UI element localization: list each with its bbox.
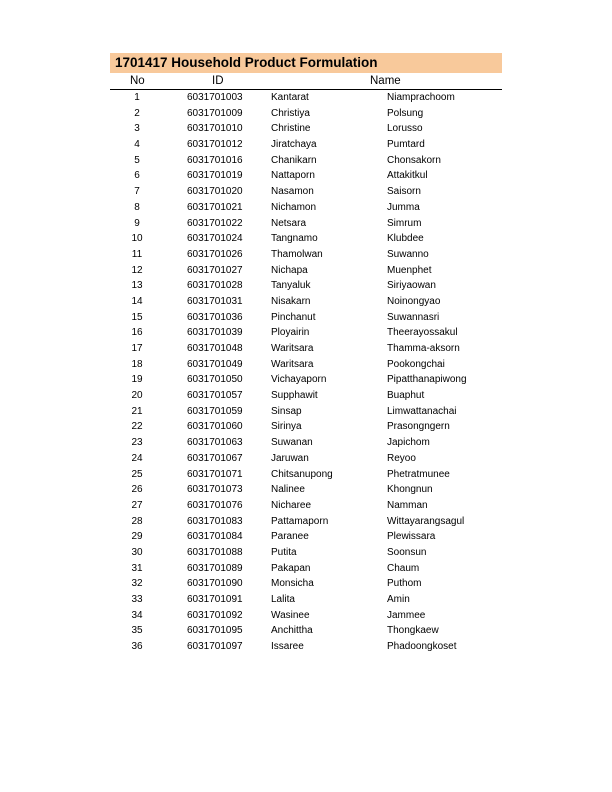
row-first-name: Monsicha [271, 578, 314, 590]
row-id: 6031701016 [187, 154, 243, 166]
row-last-name: Limwattanachai [387, 405, 457, 417]
row-last-name: Thongkaew [387, 625, 439, 637]
row-last-name: Saisorn [387, 186, 421, 198]
row-last-name: Theerayossakul [387, 327, 458, 339]
table-row [110, 121, 502, 137]
table-row [110, 639, 502, 655]
row-first-name: Pattamaporn [271, 515, 329, 527]
row-first-name: Issaree [271, 641, 304, 653]
row-id: 6031701028 [187, 280, 243, 292]
row-no: 31 [131, 562, 143, 574]
row-last-name: Pookongchai [387, 358, 445, 370]
row-no: 15 [131, 311, 143, 323]
row-id: 6031701027 [187, 264, 243, 276]
row-no: 24 [131, 452, 143, 464]
table-row [110, 388, 502, 404]
table-row [110, 467, 502, 483]
table-row [110, 200, 502, 216]
row-last-name: Attakitkul [387, 170, 428, 182]
table-row [110, 341, 502, 357]
row-last-name: Buaphut [387, 390, 425, 402]
row-id: 6031701003 [187, 92, 243, 103]
table-row [110, 168, 502, 184]
row-first-name: Sinsap [271, 405, 302, 417]
table-row [110, 529, 502, 545]
table-row [110, 90, 502, 106]
row-id: 6031701095 [187, 625, 243, 637]
table-row [110, 404, 502, 420]
row-no: 2 [134, 107, 140, 119]
row-last-name: Puthom [387, 578, 422, 590]
row-id: 6031701024 [187, 233, 243, 245]
row-first-name: Supphawit [271, 390, 318, 402]
table-row [110, 231, 502, 247]
row-id: 6031701097 [187, 641, 243, 653]
row-first-name: Suwanan [271, 437, 313, 449]
row-no: 19 [131, 374, 143, 386]
row-first-name: Jiratchaya [271, 139, 317, 151]
row-no: 29 [131, 531, 143, 543]
table-row [110, 623, 502, 639]
table-row [110, 278, 502, 294]
row-no: 21 [131, 405, 143, 417]
row-first-name: Nicharee [271, 499, 312, 511]
row-last-name: Klubdee [387, 233, 424, 245]
table-row [110, 106, 502, 122]
row-no: 12 [131, 264, 143, 276]
row-id: 6031701076 [187, 499, 243, 511]
row-first-name: Wasinee [271, 609, 310, 621]
table-row [110, 451, 502, 467]
table-row [110, 216, 502, 232]
row-first-name: Vichayaporn [271, 374, 327, 386]
table-row [110, 435, 502, 451]
row-id: 6031701059 [187, 405, 243, 417]
row-first-name: Thamolwan [271, 248, 323, 260]
table-row [110, 592, 502, 608]
row-no: 34 [131, 609, 143, 621]
row-no: 17 [131, 343, 143, 354]
table-row [110, 514, 502, 530]
row-id: 6031701084 [187, 531, 243, 543]
row-first-name: Lalita [271, 594, 295, 605]
row-first-name: Sirinya [271, 421, 302, 433]
row-first-name: Paranee [271, 531, 309, 543]
row-first-name: Pinchanut [271, 311, 316, 323]
row-first-name: Nalinee [271, 484, 305, 496]
row-first-name: Jaruwan [271, 452, 309, 464]
row-last-name: Suwanno [387, 248, 429, 260]
row-last-name: Japichom [387, 437, 430, 449]
row-id: 6031701010 [187, 123, 243, 135]
row-first-name: Chitsanupong [271, 468, 333, 480]
header-name: Name [370, 75, 401, 87]
row-first-name: Nattaporn [271, 170, 315, 182]
table-row [110, 419, 502, 435]
row-id: 6031701012 [187, 139, 243, 151]
row-no: 3 [134, 123, 140, 135]
row-no: 25 [131, 468, 143, 480]
row-no: 23 [131, 437, 143, 449]
row-first-name: Anchittha [271, 625, 313, 637]
row-id: 6031701092 [187, 609, 243, 621]
row-no: 35 [131, 625, 143, 637]
row-first-name: Nasamon [271, 186, 314, 198]
header-id: ID [212, 75, 224, 87]
row-id: 6031701073 [187, 484, 243, 496]
table-row [110, 482, 502, 498]
row-first-name: Tanyaluk [271, 280, 311, 292]
row-last-name: Phadoongkoset [387, 641, 457, 653]
table-row [110, 576, 502, 592]
row-last-name: Namman [387, 499, 428, 511]
row-last-name: Polsung [387, 107, 424, 119]
row-last-name: Niamprachoom [387, 92, 455, 103]
row-no: 5 [134, 154, 140, 166]
student-list-sheet [110, 53, 502, 655]
row-id: 6031701067 [187, 452, 243, 464]
row-last-name: Thamma-aksorn [387, 343, 460, 354]
row-first-name: Waritsara [271, 343, 314, 354]
row-id: 6031701090 [187, 578, 243, 590]
row-first-name: Putita [271, 546, 297, 558]
table-row [110, 310, 502, 326]
row-last-name: Noinongyao [387, 295, 441, 307]
row-id: 6031701071 [187, 468, 243, 480]
row-last-name: Jammee [387, 609, 426, 621]
row-no: 22 [131, 421, 143, 433]
row-first-name: Christiya [271, 107, 310, 119]
row-id: 6031701088 [187, 546, 243, 558]
row-id: 6031701083 [187, 515, 243, 527]
row-no: 10 [131, 233, 143, 245]
table-row [110, 294, 502, 310]
row-first-name: Chanikarn [271, 154, 317, 166]
row-last-name: Siriyaowan [387, 280, 436, 292]
row-id: 6031701089 [187, 562, 243, 574]
row-first-name: Nisakarn [271, 295, 311, 307]
row-id: 6031701036 [187, 311, 243, 323]
row-id: 6031701031 [187, 295, 243, 307]
row-id: 6031701049 [187, 358, 243, 370]
row-first-name: Netsara [271, 217, 307, 229]
row-id: 6031701026 [187, 248, 243, 260]
row-no: 28 [131, 515, 143, 527]
row-last-name: Chaum [387, 562, 420, 574]
row-no: 20 [131, 390, 143, 402]
table-row [110, 372, 502, 388]
row-id: 6031701022 [187, 217, 243, 229]
row-id: 6031701060 [187, 421, 243, 433]
row-last-name: Chonsakorn [387, 154, 441, 166]
row-id: 6031701050 [187, 374, 243, 386]
table-row [110, 247, 502, 263]
row-no: 8 [134, 201, 140, 213]
table-row [110, 608, 502, 624]
table-row [110, 498, 502, 514]
row-last-name: Jumma [387, 201, 420, 213]
row-no: 7 [134, 186, 140, 198]
row-last-name: Reyoo [387, 452, 416, 464]
table-row [110, 561, 502, 577]
row-last-name: Khongnun [387, 484, 433, 496]
row-no: 32 [131, 578, 143, 590]
sheet-title: 1701417 Household Product Formulation [110, 53, 502, 73]
row-id: 6031701048 [187, 343, 243, 354]
row-id: 6031701020 [187, 186, 243, 198]
row-no: 18 [131, 358, 143, 370]
table-row [110, 263, 502, 279]
row-last-name: Suwannasri [387, 311, 440, 323]
row-last-name: Plewissara [387, 531, 436, 543]
row-no: 36 [131, 641, 143, 653]
row-first-name: Waritsara [271, 358, 314, 370]
table-row [110, 184, 502, 200]
row-id: 6031701091 [187, 594, 243, 605]
table-row [110, 325, 502, 341]
row-no: 11 [131, 248, 143, 260]
column-header-row [110, 73, 502, 90]
row-no: 1 [134, 92, 140, 103]
row-first-name: Christine [271, 123, 311, 135]
row-id: 6031701021 [187, 201, 243, 213]
row-no: 9 [134, 217, 140, 229]
row-id: 6031701063 [187, 437, 243, 449]
row-no: 27 [131, 499, 143, 511]
table-row [110, 153, 502, 169]
table-row [110, 137, 502, 153]
row-first-name: Nichamon [271, 201, 317, 213]
row-no: 4 [134, 139, 140, 151]
row-no: 13 [131, 280, 143, 292]
row-id: 6031701057 [187, 390, 243, 402]
row-id: 6031701019 [187, 170, 243, 182]
row-last-name: Pipatthanapiwong [387, 374, 467, 386]
header-no: No [130, 75, 145, 87]
row-last-name: Simrum [387, 217, 422, 229]
row-first-name: Tangnamo [271, 233, 318, 245]
row-no: 16 [131, 327, 143, 339]
row-first-name: Kantarat [271, 92, 309, 103]
table-row [110, 545, 502, 561]
row-last-name: Muenphet [387, 264, 432, 276]
row-last-name: Amin [387, 594, 410, 605]
row-no: 6 [134, 170, 140, 182]
row-no: 30 [131, 546, 143, 558]
row-last-name: Pumtard [387, 139, 425, 151]
student-rows [110, 90, 502, 655]
row-first-name: Pakapan [271, 562, 311, 574]
row-no: 33 [131, 594, 143, 605]
row-last-name: Soonsun [387, 546, 427, 558]
row-last-name: Lorusso [387, 123, 423, 135]
row-no: 14 [131, 295, 143, 307]
row-last-name: Wittayarangsagul [387, 515, 465, 527]
row-id: 6031701009 [187, 107, 243, 119]
row-id: 6031701039 [187, 327, 243, 339]
row-no: 26 [131, 484, 143, 496]
row-last-name: Phetratmunee [387, 468, 450, 480]
row-first-name: Ployairin [271, 327, 310, 339]
row-first-name: Nichapa [271, 264, 308, 276]
table-row [110, 357, 502, 373]
row-last-name: Prasongngern [387, 421, 450, 433]
